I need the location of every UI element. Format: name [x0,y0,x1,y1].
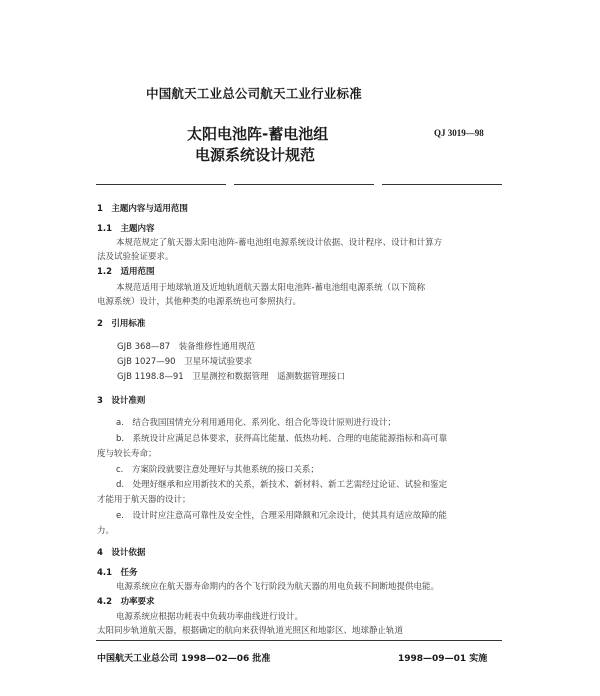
criterion-e-line2: 力。 [97,526,115,536]
criterion-d-line2: 才能用于航天器的设计； [97,495,191,505]
section-1-1-para-line1: 本规范规定了航天器太阳电池阵-蓄电池组电源系统设计依据、设计程序、设计和计算方 [116,238,443,248]
document-title-line1: 太阳电池阵-蓄电池组 [187,125,329,143]
section-3-heading: 3 设计准则 [97,396,146,406]
section-1-2-para-line1: 本规范适用于地球轨道及近地轨道航天器太阳电池阵-蓄电池组电源系统（以下简称 [116,283,426,293]
effective-date: 1998—09—01 实施 [398,654,488,664]
section-4-1-para: 电源系统应在航天器寿命期内的各个飞行阶段为航天器的用电负载不间断地提供电能。 [116,582,440,592]
title-divider-left [96,184,226,185]
standard-number: QJ 3019—98 [434,128,484,138]
approval-date: 中国航天工业总公司 1998—02—06 批准 [97,654,271,664]
title-divider-right [382,184,502,185]
section-4-2-heading: 4.2 功率要求 [97,597,155,607]
reference-item: GJB 368—87 装备维修性通用规范 [117,342,256,352]
section-4-heading: 4 设计依据 [97,548,146,558]
section-1-1-heading: 1.1 主题内容 [97,224,155,234]
section-2-heading: 2 引用标准 [97,319,146,329]
standard-category-header: 中国航天工业总公司航天工业行业标准 [146,86,362,101]
footer-divider [96,640,502,641]
reference-item: GJB 1198.8—91 卫星测控和数据管理 遥测数据管理接口 [117,372,346,382]
section-4-2-para-line2: 太阳同步轨道航天器，根据确定的航向来获得轨道光照区和地影区、地球静止轨道 [97,626,404,636]
criterion-e-line1: e. 设计时应注意高可靠性及安全性，合理采用降额和冗余设计，使其具有适应故障的能 [116,511,447,521]
criterion-b-line1: b. 系统设计应满足总体要求，获得高比能量、低热功耗、合理的电能能源指标和高可靠 [116,434,448,444]
title-divider-middle [234,184,374,185]
section-1-1-para-line2: 法及试验验证要求。 [97,252,174,262]
section-1-2-para-line2: 电源系统）设计，其他种类的电源系统也可参照执行。 [97,297,302,307]
section-1-heading: 1 主题内容与适用范围 [97,204,188,214]
document-title-line2: 电源系统设计规范 [195,146,316,164]
criterion-a: a. 结合我国国情充分利用通用化、系列化、组合化等设计原则进行设计； [116,418,396,428]
section-4-2-para-line1: 电源系统应根据功耗表中负载功率曲线进行设计。 [116,612,304,622]
criterion-d-line1: d. 处理好继承和应用新技术的关系，新技术、新材料、新工艺需经过论证、试验和鉴定 [116,480,448,490]
reference-item: GJB 1027—90 卫星环境试验要求 [117,357,253,367]
section-4-1-heading: 4.1 任务 [97,568,138,578]
section-1-2-heading: 1.2 适用范围 [97,267,155,277]
criterion-b-line2: 度与较长寿命； [97,449,157,459]
criterion-c: c. 方案阶段就要注意处理好与其他系统的接口关系； [116,465,319,475]
